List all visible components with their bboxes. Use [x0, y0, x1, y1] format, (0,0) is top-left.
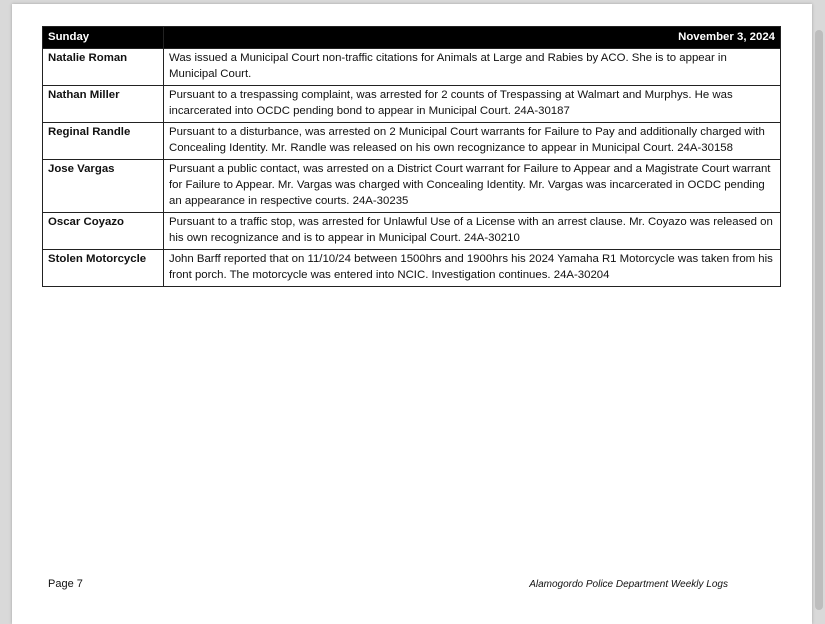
header-date: November 3, 2024 [164, 27, 781, 49]
entry-text: Pursuant to a disturbance, was arrested on 2 Municipal Court warrants for Failure to Pay and additionally charged with Concealing Identity. Mr. Randle was released on his own recognizance to appear in Municipal Court. 24A-30158 [164, 123, 781, 160]
entry-text: Was issued a Municipal Court non-traffic citations for Animals at Large and Rabies by ACO. She is to appear in Municipal Court. [164, 49, 781, 86]
table-row [43, 250, 781, 287]
table-row [43, 86, 781, 123]
table-row [43, 160, 781, 213]
entry-name: Reginal Randle [43, 123, 164, 160]
page-number: Page 7 [48, 578, 83, 590]
scrollbar[interactable] [815, 30, 823, 610]
header-day: Sunday [43, 27, 164, 49]
document-page [12, 4, 812, 624]
entry-text: John Barff reported that on 11/10/24 between 1500hrs and 1900hrs his 2024 Yamaha R1 Motorcycle was taken from his front porch. The motorcycle was entered into NCIC. Investigation continues. 24A-30204 [164, 250, 781, 287]
table-row [43, 213, 781, 250]
entry-text: Pursuant to a trespassing complaint, was arrested for 2 counts of Trespassing at Walmart and Murphys. He was incarcerated into OCDC pending bond to appear in Municipal Court. 24A-30187 [164, 86, 781, 123]
entry-text: Pursuant a public contact, was arrested on a District Court warrant for Failure to Appear and a Magistrate Court warrant for Failure to Appear. Mr. Vargas was charged with Concealing Identity. Mr. Vargas was incarcerated in OCDC pending an appearance in respective courts. 24A-30235 [164, 160, 781, 213]
entry-name: Nathan Miller [43, 86, 164, 123]
entry-name: Oscar Coyazo [43, 213, 164, 250]
entry-name: Stolen Motorcycle [43, 250, 164, 287]
table-header-row [43, 27, 781, 49]
entry-text: Pursuant to a traffic stop, was arrested for Unlawful Use of a License with an arrest clause. Mr. Coyazo was released on his own recognizance and is to appear in Municipal Court. 24A-30210 [164, 213, 781, 250]
table-row [43, 123, 781, 160]
footer-source: Alamogordo Police Department Weekly Logs [529, 579, 728, 590]
entry-name: Natalie Roman [43, 49, 164, 86]
log-table [42, 26, 781, 287]
table-row [43, 49, 781, 86]
entry-name: Jose Vargas [43, 160, 164, 213]
